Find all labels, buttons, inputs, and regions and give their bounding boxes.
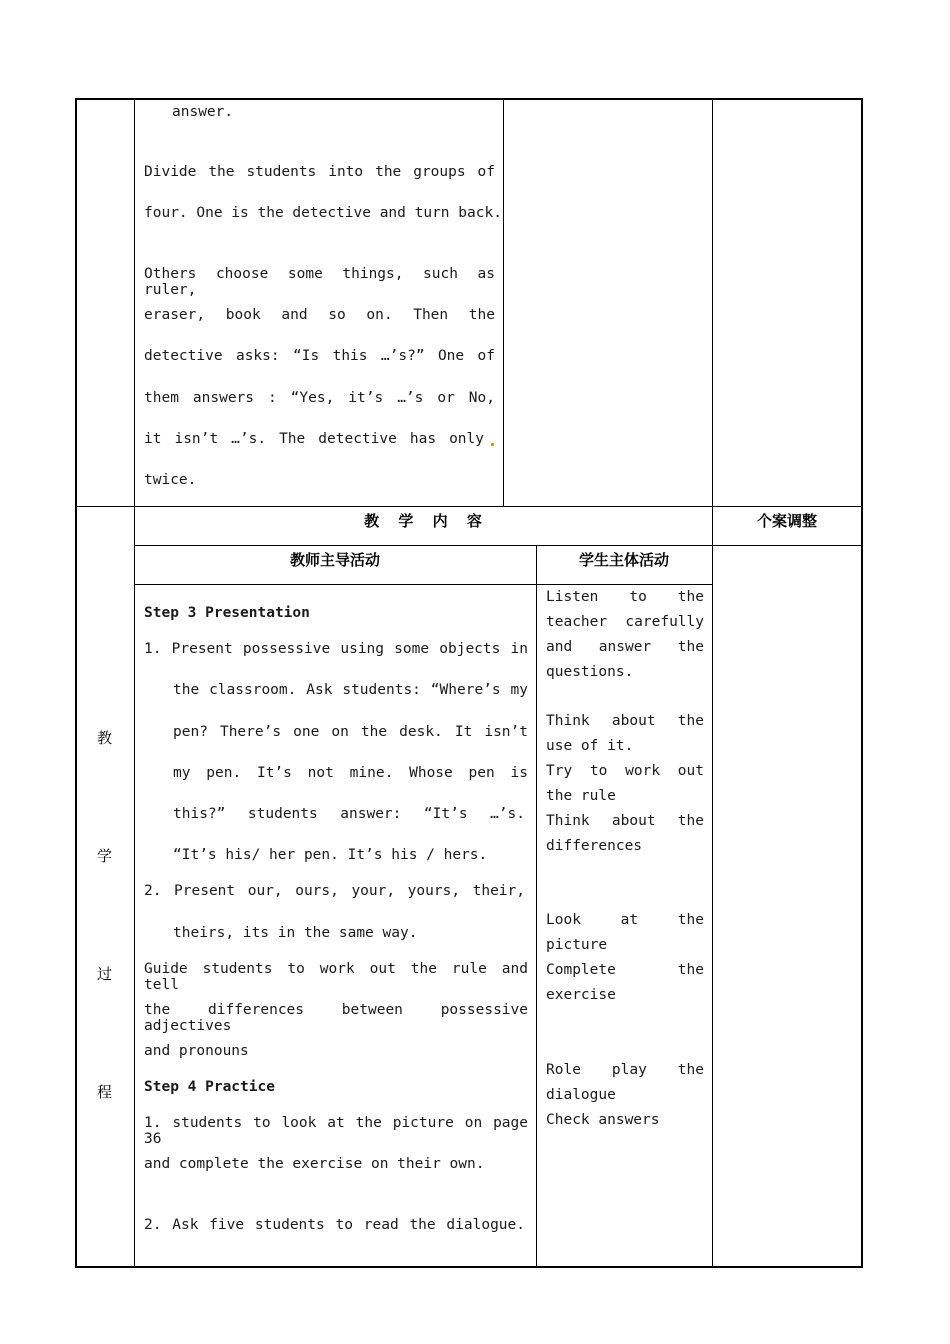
student-column-title: 学生主体活动 (578, 551, 669, 569)
presentation-line-4: my pen. It’s not mine. Whose pen is (173, 765, 528, 781)
student-line-11: Look at the (546, 912, 704, 928)
student-line-6: use of it. (546, 738, 634, 754)
upper-line-4: Others choose some things, such as ruler, (144, 266, 495, 298)
upper-line-6: detective asks: “Is this …’s?” One of (144, 348, 495, 364)
teacher-column-title: 教师主导活动 (289, 551, 380, 569)
upper-line-8: it isn’t …’s. The detective has only (144, 431, 484, 447)
student-line-12: picture (546, 937, 608, 953)
side-label-char-3: 过 (97, 965, 113, 983)
student-line-9: Think about the (546, 813, 704, 829)
table-bottom-border (75, 1266, 863, 1268)
column-header-divider (134, 584, 713, 585)
side-column-divider (134, 98, 135, 1268)
presentation-line-1: 1. Present possessive using some objects in (144, 641, 528, 657)
student-line-15: Role play the (546, 1062, 704, 1078)
student-line-4: questions. (546, 664, 634, 680)
student-line-16: dialogue (546, 1087, 616, 1103)
upper-line-2: Divide the students into the groups of (144, 164, 495, 180)
student-line-1: Listen to the (546, 589, 704, 605)
upper-line-7: them answers : “Yes, it’s …’s or No, (144, 390, 495, 406)
student-line-10: differences (546, 838, 643, 854)
step4-heading: Step 4 Practice (144, 1079, 275, 1095)
student-line-3: and answer the (546, 639, 704, 655)
student-line-13: Complete the (546, 962, 704, 978)
header-row-divider (134, 545, 863, 546)
section-divider (75, 506, 863, 507)
adjust-column-divider (712, 98, 713, 1268)
table-left-border (75, 98, 77, 1268)
side-label-char-4: 程 (97, 1083, 113, 1101)
student-line-5: Think about the (546, 713, 704, 729)
table-right-border (861, 98, 863, 1268)
side-label-char-2: 学 (97, 847, 113, 865)
practice-line-3: 2. Ask five students to read the dialogue. (144, 1217, 525, 1233)
upper-line-3: four. One is the detective and turn back. (144, 205, 502, 221)
upper-line-5: eraser, book and so on. Then the (144, 307, 495, 323)
upper-line-1: answer. (172, 104, 234, 120)
adjust-title: 个案调整 (756, 512, 817, 530)
presentation-line-6: “It’s his/ her pen. It’s his / hers. (173, 847, 488, 863)
practice-line-1: 1. students to look at the picture on page 36 (144, 1115, 528, 1147)
side-label-char-1: 教 (97, 729, 113, 747)
student-line-8: the rule (546, 788, 616, 804)
table-top-border (75, 98, 863, 100)
student-line-17: Check answers (546, 1112, 660, 1128)
yellow-mark (491, 443, 494, 446)
guide-line-1: Guide students to work out the rule and tell (144, 961, 528, 993)
presentation-line-5: this?” students answer: “It’s …’s. (173, 806, 525, 822)
guide-line-2: the differences between possessive adjectives (144, 1002, 528, 1034)
upper-line-9: twice. (144, 472, 197, 488)
teacher-student-divider (536, 545, 537, 1268)
present-others-line-2: theirs, its in the same way. (173, 925, 418, 941)
presentation-line-3: pen? There’s one on the desk. It isn’t (173, 724, 528, 740)
student-line-2: teacher carefully (546, 614, 704, 630)
guide-line-3: and pronouns (144, 1043, 249, 1059)
present-others-line-1: 2. Present our, ours, your, yours, their, (144, 883, 525, 899)
upper-middle-divider (503, 98, 504, 506)
content-title: 教 学 内 容 (364, 512, 482, 530)
presentation-line-2: the classroom. Ask students: “Where’s my (173, 682, 528, 698)
student-line-7: Try to work out (546, 763, 704, 779)
practice-line-2: and complete the exercise on their own. (144, 1156, 485, 1172)
step3-heading: Step 3 Presentation (144, 605, 310, 621)
student-line-14: exercise (546, 987, 616, 1003)
